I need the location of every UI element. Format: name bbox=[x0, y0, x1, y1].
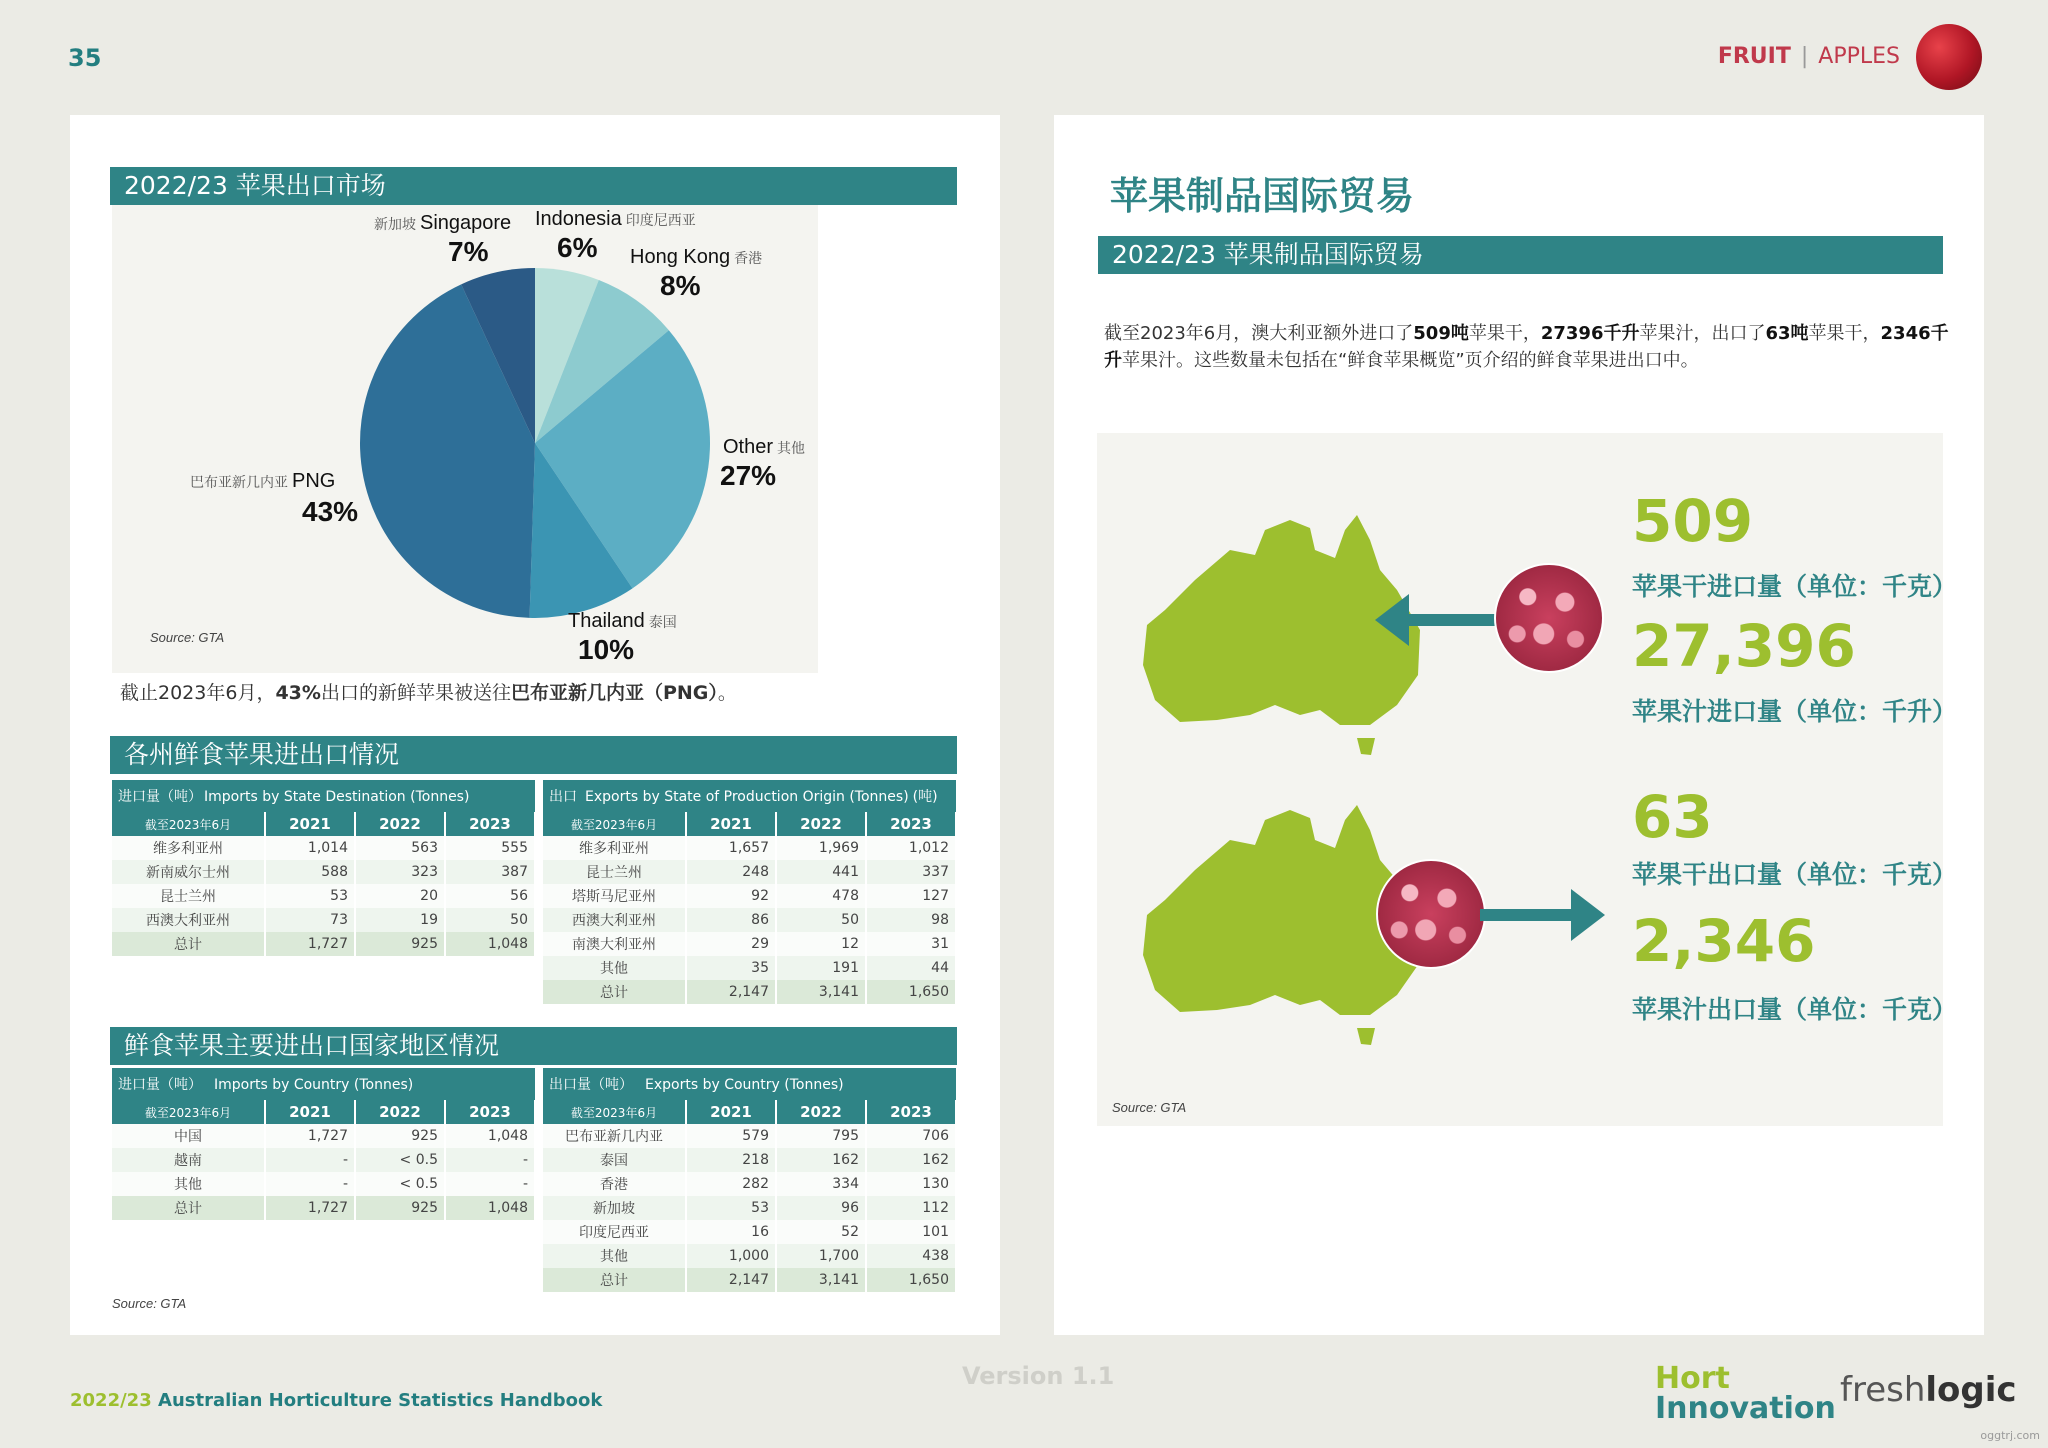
table-cell: 新加坡 bbox=[543, 1196, 686, 1220]
table-cell: 昆士兰州 bbox=[112, 884, 265, 908]
table-cell: 2,147 bbox=[686, 1268, 776, 1292]
table-cell: 73 bbox=[265, 908, 355, 932]
table-cell: 50 bbox=[776, 908, 866, 932]
freshlogic-logo: freshlogic bbox=[1840, 1370, 2017, 1410]
table-row bbox=[543, 1268, 956, 1292]
column-header: 截至2023年6月 bbox=[112, 1100, 265, 1124]
table-cell: 1,650 bbox=[866, 980, 956, 1004]
column-header: 2022 bbox=[776, 812, 866, 836]
table-cell: 555 bbox=[445, 836, 535, 860]
table-row bbox=[112, 1124, 535, 1148]
table-cell: 337 bbox=[866, 860, 956, 884]
table-cell: 其他 bbox=[112, 1172, 265, 1196]
table-cell: - bbox=[265, 1148, 355, 1172]
version-label: Version 1.1 bbox=[962, 1362, 1115, 1390]
table-cell: 16 bbox=[686, 1220, 776, 1244]
export-markets-title: 2022/23 苹果出口市场 bbox=[110, 167, 957, 205]
table-cell: 563 bbox=[355, 836, 445, 860]
column-header: 2023 bbox=[866, 812, 956, 836]
pie-pct-hongkong: 8% bbox=[660, 270, 701, 301]
table-cell: 昆士兰州 bbox=[543, 860, 686, 884]
table-cell: 塔斯马尼亚州 bbox=[543, 884, 686, 908]
table-cell: 44 bbox=[866, 956, 956, 980]
product-trade-title: 苹果制品国际贸易 bbox=[1110, 174, 1415, 218]
table-cell: 387 bbox=[445, 860, 535, 884]
imports-country-table bbox=[112, 1068, 536, 1220]
table-cell: 西澳大利亚州 bbox=[112, 908, 265, 932]
table-cell: 925 bbox=[355, 1124, 445, 1148]
table-cell: 1,657 bbox=[686, 836, 776, 860]
table-cell: 162 bbox=[776, 1148, 866, 1172]
pie-caption: 截止2023年6月，43%出口的新鲜苹果被送往巴布亚新几内亚（PNG）。 bbox=[120, 682, 737, 704]
table-row bbox=[543, 980, 956, 1004]
hort-innovation-logo: Hort Innovation bbox=[1655, 1361, 1836, 1426]
table-cell: 2,147 bbox=[686, 980, 776, 1004]
dried-apple-image-2 bbox=[1376, 859, 1486, 969]
table-row bbox=[543, 1124, 956, 1148]
table-cell: 20 bbox=[355, 884, 445, 908]
table-row bbox=[112, 1148, 535, 1172]
table-row bbox=[112, 860, 535, 884]
stat-label-juice-exports: 苹果汁出口量（单位：千克） bbox=[1632, 995, 1958, 1024]
table-cell: 130 bbox=[866, 1172, 956, 1196]
table-title: 出口量（吨） Exports by Country (Tonnes) bbox=[543, 1068, 956, 1100]
section-header bbox=[1718, 44, 1900, 69]
table-cell: 191 bbox=[776, 956, 866, 980]
table-header-row bbox=[543, 1100, 956, 1124]
table-cell: 31 bbox=[866, 932, 956, 956]
table-cell: 总计 bbox=[543, 1268, 686, 1292]
pie-label-singapore: 新加坡 Singapore bbox=[374, 212, 512, 234]
table-cell: 579 bbox=[686, 1124, 776, 1148]
table-cell: 1,048 bbox=[445, 1124, 535, 1148]
table-cell: 53 bbox=[686, 1196, 776, 1220]
table-title: 出口 Exports by State of Production Origin (Tonnes) (吨) bbox=[543, 780, 956, 812]
table-cell: 1,969 bbox=[776, 836, 866, 860]
state-trade-title: 各州鲜食苹果进出口情况 bbox=[110, 736, 957, 774]
table-cell: 12 bbox=[776, 932, 866, 956]
table-cell: 1,048 bbox=[445, 1196, 535, 1220]
column-header: 2023 bbox=[866, 1100, 956, 1124]
table-cell: 1,650 bbox=[866, 1268, 956, 1292]
table-cell: - bbox=[445, 1172, 535, 1196]
pie-label-indonesia: Indonesia 印度尼西亚 bbox=[535, 208, 696, 230]
column-header: 2021 bbox=[265, 1100, 355, 1124]
table-cell: 52 bbox=[776, 1220, 866, 1244]
footer-handbook: 2022/23 Australian Horticulture Statistics Handbook bbox=[70, 1390, 603, 1411]
stat-label-dried-imports: 苹果干进口量（单位：千克） bbox=[1632, 572, 1958, 601]
import-arrow-icon bbox=[1375, 590, 1510, 650]
table-cell: 总计 bbox=[112, 932, 265, 956]
table-cell: 越南 bbox=[112, 1148, 265, 1172]
table-cell: 1,727 bbox=[265, 932, 355, 956]
table-row bbox=[543, 1244, 956, 1268]
table-cell: 1,048 bbox=[445, 932, 535, 956]
table-row bbox=[112, 1172, 535, 1196]
column-header: 2022 bbox=[355, 1100, 445, 1124]
column-header: 2022 bbox=[355, 812, 445, 836]
column-header: 2023 bbox=[445, 1100, 535, 1124]
table-cell: 101 bbox=[866, 1220, 956, 1244]
table-cell: 1,000 bbox=[686, 1244, 776, 1268]
column-header: 2022 bbox=[776, 1100, 866, 1124]
stat-value-juice-exports: 2,346 bbox=[1632, 907, 1816, 975]
column-header: 2023 bbox=[445, 812, 535, 836]
table-cell: 50 bbox=[445, 908, 535, 932]
dried-apple-image-1 bbox=[1494, 563, 1604, 673]
table-cell: 86 bbox=[686, 908, 776, 932]
table-cell: 3,141 bbox=[776, 980, 866, 1004]
stat-value-dried-exports: 63 bbox=[1632, 783, 1713, 851]
table-row bbox=[543, 884, 956, 908]
table-cell: 中国 bbox=[112, 1124, 265, 1148]
table-row bbox=[543, 1196, 956, 1220]
header-apples: APPLES bbox=[1818, 44, 1900, 69]
table-row bbox=[543, 956, 956, 980]
table-row bbox=[112, 908, 535, 932]
table-cell: 香港 bbox=[543, 1172, 686, 1196]
table-cell: 248 bbox=[686, 860, 776, 884]
apple-icon bbox=[1916, 24, 1982, 90]
table-row bbox=[112, 1196, 535, 1220]
table-cell: 706 bbox=[866, 1124, 956, 1148]
table-row bbox=[112, 932, 535, 956]
column-header: 截至2023年6月 bbox=[112, 812, 265, 836]
table-cell: 新南威尔士州 bbox=[112, 860, 265, 884]
pie-pct-other: 27% bbox=[720, 460, 777, 491]
table-cell: < 0.5 bbox=[355, 1172, 445, 1196]
table-cell: 56 bbox=[445, 884, 535, 908]
pie-pct-indonesia: 6% bbox=[557, 232, 598, 263]
pie-pct-thailand: 10% bbox=[578, 634, 635, 665]
product-trade-bar: 2022/23 苹果制品国际贸易 bbox=[1098, 236, 1943, 274]
table-row bbox=[543, 1220, 956, 1244]
table-cell: 1,727 bbox=[265, 1196, 355, 1220]
table-cell: 441 bbox=[776, 860, 866, 884]
table-cell: 1,727 bbox=[265, 1124, 355, 1148]
table-title: 进口量（吨） Imports by Country (Tonnes) bbox=[112, 1068, 535, 1100]
watermark: oggtrj.com bbox=[1980, 1429, 2040, 1442]
imports-state-table bbox=[112, 780, 536, 956]
table-header-row bbox=[543, 812, 956, 836]
table-cell: 478 bbox=[776, 884, 866, 908]
table-cell: - bbox=[445, 1148, 535, 1172]
table-cell: 96 bbox=[776, 1196, 866, 1220]
table-cell: 98 bbox=[866, 908, 956, 932]
table-cell: 112 bbox=[866, 1196, 956, 1220]
header-fruit: FRUIT bbox=[1717, 44, 1791, 69]
stat-label-dried-exports: 苹果干出口量（单位：千克） bbox=[1632, 860, 1958, 889]
pie-label-png: 巴布亚新几内亚 PNG bbox=[190, 470, 336, 492]
table-header-row bbox=[112, 812, 535, 836]
table-title: 进口量（吨） Imports by State Destination (Tonnes) bbox=[112, 780, 535, 812]
tables-source: Source: GTA bbox=[112, 1296, 187, 1311]
pie-label-other: Other 其他 bbox=[723, 436, 806, 458]
table-cell: 泰国 bbox=[543, 1148, 686, 1172]
stat-value-dried-imports: 509 bbox=[1632, 487, 1754, 555]
table-cell: 29 bbox=[686, 932, 776, 956]
table-cell: 总计 bbox=[543, 980, 686, 1004]
table-row bbox=[543, 1148, 956, 1172]
exports-state-table bbox=[543, 780, 957, 1004]
table-cell: 218 bbox=[686, 1148, 776, 1172]
page-number: 35 bbox=[68, 44, 102, 72]
table-cell: 35 bbox=[686, 956, 776, 980]
pie-label-hongkong: Hong Kong 香港 bbox=[630, 246, 763, 268]
table-header-row bbox=[112, 1100, 535, 1124]
country-trade-title: 鲜食苹果主要进出口国家地区情况 bbox=[110, 1027, 957, 1065]
column-header: 截至2023年6月 bbox=[543, 1100, 686, 1124]
table-cell: 19 bbox=[355, 908, 445, 932]
table-cell: 127 bbox=[866, 884, 956, 908]
column-header: 2021 bbox=[265, 812, 355, 836]
pie-pct-singapore: 7% bbox=[448, 236, 489, 267]
table-cell: 西澳大利亚州 bbox=[543, 908, 686, 932]
table-cell: 维多利亚州 bbox=[112, 836, 265, 860]
table-cell: 438 bbox=[866, 1244, 956, 1268]
export-pie-chart bbox=[355, 263, 715, 623]
table-cell: 92 bbox=[686, 884, 776, 908]
table-cell: 282 bbox=[686, 1172, 776, 1196]
product-trade-paragraph: 截至2023年6月，澳大利亚额外进口了509吨苹果干，27396千升苹果汁，出口了63吨苹果干，2346千升苹果汁。这些数量未包括在“鲜食苹果概览”页介绍的鲜食苹果进出口中。 bbox=[1104, 323, 1949, 371]
table-cell: 323 bbox=[355, 860, 445, 884]
export-arrow-icon bbox=[1480, 885, 1605, 945]
table-cell: 53 bbox=[265, 884, 355, 908]
table-row bbox=[543, 836, 956, 860]
table-cell: 925 bbox=[355, 1196, 445, 1220]
table-row bbox=[543, 908, 956, 932]
table-cell: 1,012 bbox=[866, 836, 956, 860]
table-cell: 其他 bbox=[543, 1244, 686, 1268]
table-row bbox=[543, 860, 956, 884]
table-cell: 1,014 bbox=[265, 836, 355, 860]
table-row bbox=[112, 836, 535, 860]
stat-value-juice-imports: 27,396 bbox=[1632, 612, 1856, 680]
table-cell: 334 bbox=[776, 1172, 866, 1196]
column-header: 截至2023年6月 bbox=[543, 812, 686, 836]
table-cell: 印度尼西亚 bbox=[543, 1220, 686, 1244]
table-cell: 1,700 bbox=[776, 1244, 866, 1268]
table-cell: 总计 bbox=[112, 1196, 265, 1220]
table-cell: < 0.5 bbox=[355, 1148, 445, 1172]
column-header: 2021 bbox=[686, 1100, 776, 1124]
table-row bbox=[543, 932, 956, 956]
table-cell: 3,141 bbox=[776, 1268, 866, 1292]
table-row bbox=[543, 1172, 956, 1196]
stat-label-juice-imports: 苹果汁进口量（单位：千升） bbox=[1632, 697, 1958, 726]
table-cell: 925 bbox=[355, 932, 445, 956]
table-cell: 其他 bbox=[543, 956, 686, 980]
table-cell: 南澳大利亚州 bbox=[543, 932, 686, 956]
table-cell: 维多利亚州 bbox=[543, 836, 686, 860]
table-cell: 巴布亚新几内亚 bbox=[543, 1124, 686, 1148]
table-row bbox=[112, 884, 535, 908]
table-cell: - bbox=[265, 1172, 355, 1196]
table-cell: 162 bbox=[866, 1148, 956, 1172]
pie-label-thailand: Thailand 泰国 bbox=[568, 610, 677, 632]
header-separator: | bbox=[1800, 44, 1809, 69]
pie-pct-png: 43% bbox=[302, 496, 359, 527]
exports-country-table bbox=[543, 1068, 957, 1292]
table-cell: 588 bbox=[265, 860, 355, 884]
table-cell: 795 bbox=[776, 1124, 866, 1148]
column-header: 2021 bbox=[686, 812, 776, 836]
infographic-source: Source: GTA bbox=[1112, 1100, 1187, 1115]
pie-source: Source: GTA bbox=[150, 630, 225, 645]
